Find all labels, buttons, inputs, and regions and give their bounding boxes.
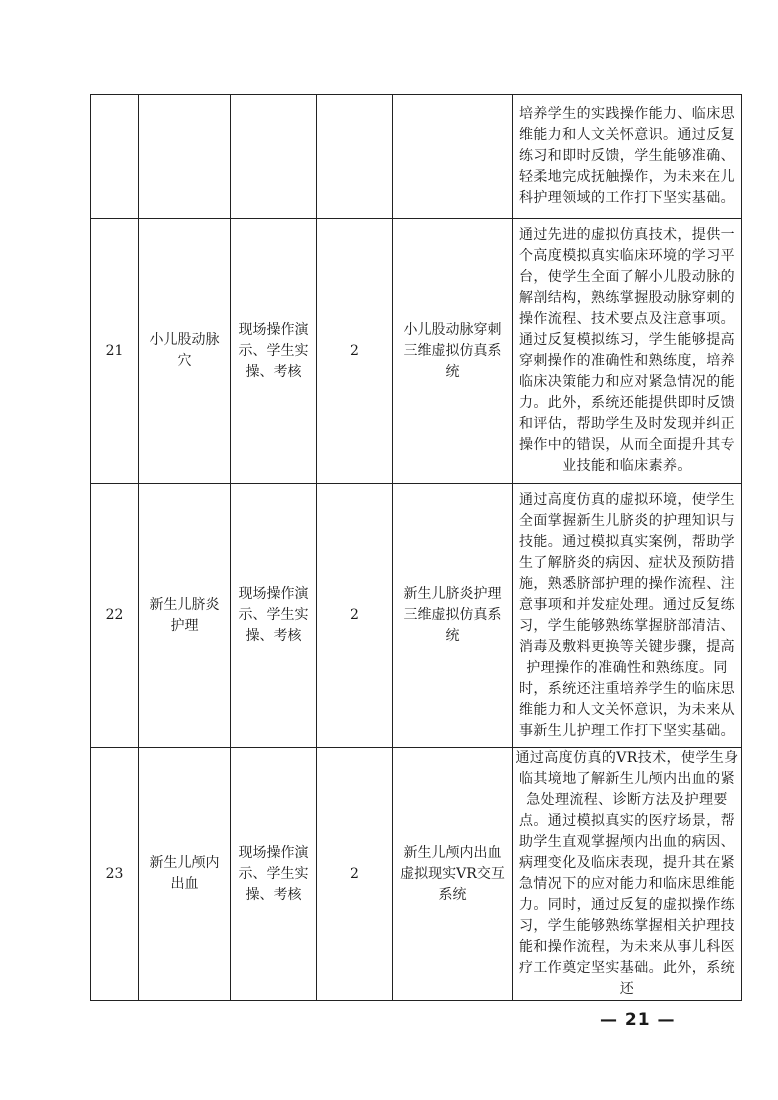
row-number: 22 [91, 484, 139, 748]
project-name: 新生儿颅内出血 [139, 748, 231, 1001]
row-number: 23 [91, 748, 139, 1001]
teaching-method [231, 95, 317, 219]
row-number [91, 95, 139, 219]
table-row [91, 95, 742, 219]
description: 通过先进的虚拟仿真技术，提供一个高度模拟真实临床环境的学习平台，使学生全面了解小儿股动脉的解剖结构，熟练掌握股动脉穿刺的操作流程、技术要点及注意事项。通过反复模拟练习，学生能够提高穿刺操作的准确性和熟练度，培养临床决策能力和应对紧急情况的能力。此外，系统还能提供即时反馈和评估，帮助学生及时发现并纠正操作中的错误，从而全面提升其专业技能和临床素养。 [513, 219, 742, 484]
system-name: 新生儿脐炎护理三维虚拟仿真系统 [393, 484, 513, 748]
project-name [139, 95, 231, 219]
table-row [91, 748, 742, 1001]
class-hours [317, 95, 393, 219]
row-number: 21 [91, 219, 139, 484]
description: 通过高度仿真的虚拟环境，使学生全面掌握新生儿脐炎的护理知识与技能。通过模拟真实案例，帮助学生了解脐炎的病因、症状及预防措施，熟悉脐部护理的操作流程、注意事项和并发症处理。通过反复练习，学生能够熟练掌握脐部清洁、消毒及敷料更换等关键步骤，提高护理操作的准确性和熟练度。同时，系统还注重培养学生的临床思维能力和人文关怀意识，为未来从事新生儿护理工作打下坚实基础。 [513, 484, 742, 748]
table-row [91, 484, 742, 748]
system-name: 新生儿颅内出血虚拟现实VR交互系统 [393, 748, 513, 1001]
description: 培养学生的实践操作能力、临床思维能力和人文关怀意识。通过反复练习和即时反馈，学生能够准确、轻柔地完成抚触操作，为未来在儿科护理领域的工作打下坚实基础。 [513, 95, 742, 219]
system-name [393, 95, 513, 219]
teaching-method: 现场操作演示、学生实操、考核 [231, 219, 317, 484]
table-row [91, 219, 742, 484]
description: 通过高度仿真的VR技术，使学生身临其境地了解新生儿颅内出血的紧急处理流程、诊断方法及护理要点。通过模拟真实的医疗场景，帮助学生直观掌握颅内出血的病因、病理变化及临床表现，提升其在紧急情况下的应对能力和临床思维能力。同时，通过反复的虚拟操作练习，学生能够熟练掌握相关护理技能和操作流程，为未来从事儿科医疗工作奠定坚实基础。此外，系统还 [513, 748, 742, 1001]
course-table [90, 94, 742, 1001]
class-hours: 2 [317, 748, 393, 1001]
page-number: — 21 — [600, 1010, 676, 1030]
system-name: 小儿股动脉穿刺三维虚拟仿真系统 [393, 219, 513, 484]
project-name: 新生儿脐炎护理 [139, 484, 231, 748]
class-hours: 2 [317, 219, 393, 484]
project-name: 小儿股动脉穴 [139, 219, 231, 484]
class-hours: 2 [317, 484, 393, 748]
teaching-method: 现场操作演示、学生实操、考核 [231, 748, 317, 1001]
teaching-method: 现场操作演示、学生实操、考核 [231, 484, 317, 748]
